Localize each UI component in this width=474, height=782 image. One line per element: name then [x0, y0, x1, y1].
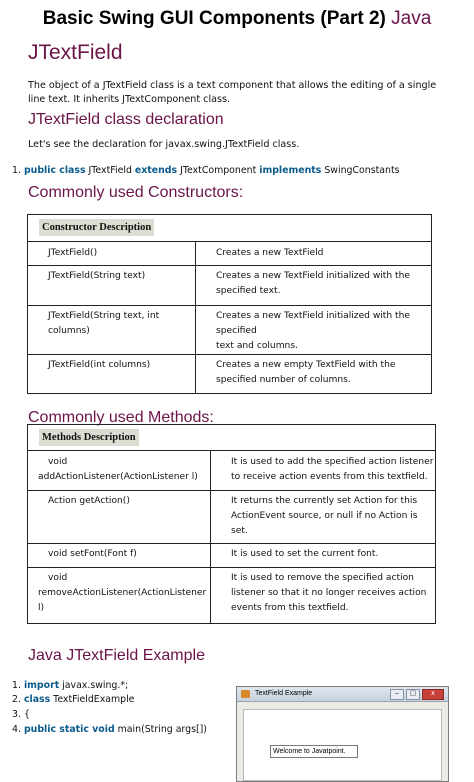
code-line: 2. class TextFieldExample [12, 694, 135, 705]
keyword: extends [134, 165, 178, 176]
table-cell: JTextField(int columns) [28, 355, 196, 394]
close-button[interactable]: x [422, 689, 444, 700]
table-cell: void removeActionListener(ActionListener l) [28, 568, 211, 624]
table-cell: Creates a new empty TextField with the specified number of columns. [196, 355, 432, 394]
class-name: JTextField [88, 165, 132, 176]
table-row [28, 355, 432, 394]
text-field[interactable]: Welcome to Javatpoint. [270, 745, 358, 758]
table-cell: Creates a new TextField initialized with the specified text and columns. [196, 306, 432, 355]
parent-name: JTextComponent [180, 165, 257, 176]
page-title-suffix: Java [391, 8, 432, 29]
table-row [28, 491, 436, 544]
table-cell: Creates a new TextField initialized with the specified text. [196, 266, 432, 306]
keyword: class [23, 694, 51, 705]
constructors-table-header: Constructor Description [39, 219, 154, 236]
table-cell: It is used to add the specified action listener to receive action events from this textfield. [211, 451, 436, 491]
keyword: public static void [23, 724, 115, 735]
intro-paragraph: The object of a JTextField class is a text component that allows the editing of a single line text. It inherits JTextComponent class. [28, 80, 437, 105]
table-cell: Action getAction() [28, 491, 211, 544]
table-cell: JTextField() [28, 242, 196, 266]
table-row [28, 451, 436, 491]
table-cell: JTextField(String text, int columns) [28, 306, 196, 355]
window-title-bar[interactable] [237, 687, 448, 702]
code-line: 1. import javax.swing.*; [12, 680, 129, 691]
table-header-cell [28, 425, 436, 451]
declaration-heading: JTextField class declaration [28, 111, 224, 128]
table-cell: Creates a new TextField [196, 242, 432, 266]
table-row [28, 242, 432, 266]
table-header-cell [28, 215, 432, 242]
code-line: 4. public static void main(String args[]) [12, 724, 207, 735]
line-number: 1. [12, 165, 21, 176]
table-row [28, 544, 436, 568]
table-row [28, 306, 432, 355]
methods-table-header: Methods Description [39, 429, 139, 446]
code-line: 3. { [12, 709, 30, 720]
declaration-code-line [12, 165, 400, 176]
maximize-button[interactable]: ▢ [406, 689, 420, 700]
example-heading: Java JTextField Example [28, 647, 205, 664]
methods-heading: Commonly used Methods: [28, 409, 214, 426]
table-cell: void addActionListener(ActionListener l) [28, 451, 211, 491]
keyword: import [23, 680, 60, 691]
keyword: public class [23, 165, 86, 176]
constructors-heading: Commonly used Constructors: [28, 184, 244, 201]
table-cell: It is used to set the current font. [211, 544, 436, 568]
table-cell: It returns the currently set Action for this ActionEvent source, or null if no Action is set. [211, 491, 436, 544]
minimize-button[interactable]: – [390, 689, 404, 700]
section-title: JTextField [28, 41, 123, 64]
java-app-icon [241, 690, 250, 698]
page-title: Basic Swing GUI Components (Part 2) Java [42, 8, 432, 29]
table-cell: void setFont(Font f) [28, 544, 211, 568]
table-cell: JTextField(String text) [28, 266, 196, 306]
table-cell: It is used to remove the specified action listener so that it no longer receives action events from this textfield. [211, 568, 436, 624]
declaration-text: Let's see the declaration for javax.swing.JTextField class. [28, 139, 300, 150]
interface-name: SwingConstants [324, 165, 400, 176]
constructors-table [27, 214, 432, 394]
keyword: implements [259, 165, 322, 176]
table-row [28, 266, 432, 306]
window-title: TextField Example [255, 690, 313, 697]
example-window [236, 686, 449, 782]
methods-table [27, 424, 436, 624]
table-row [28, 568, 436, 624]
